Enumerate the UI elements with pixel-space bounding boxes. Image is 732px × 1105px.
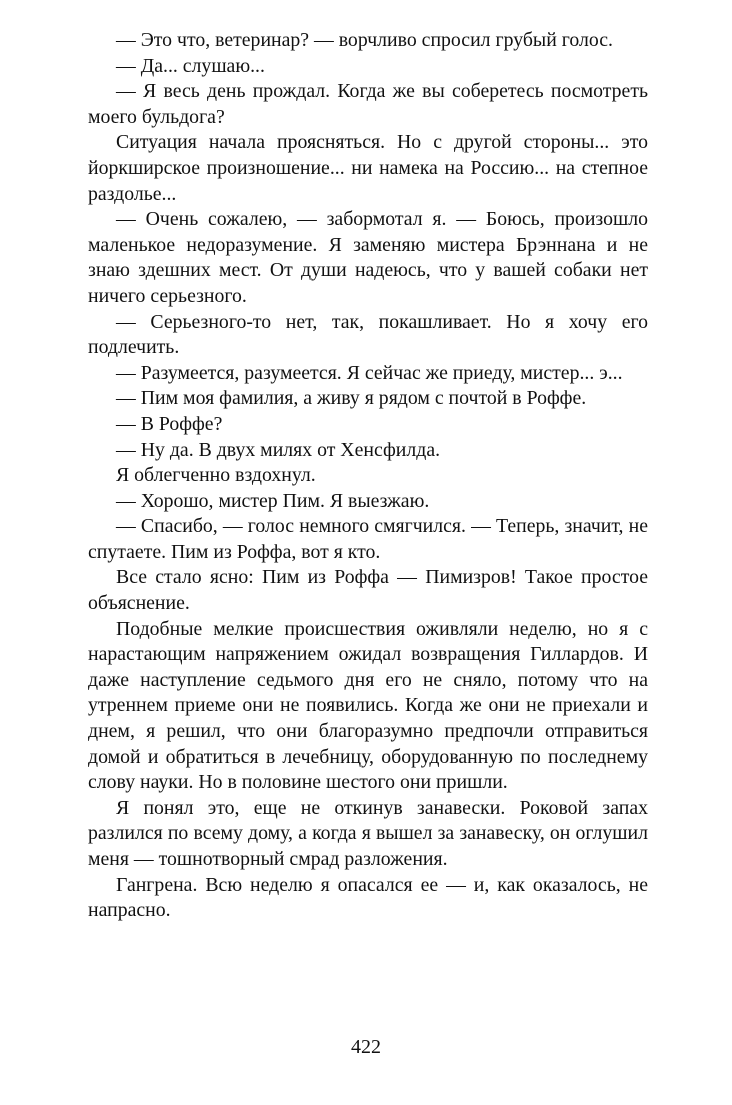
paragraph: Гангрена. Всю неделю я опасался ее — и, как оказалось, не напрасно. <box>88 873 648 922</box>
paragraph: Я облегченно вздохнул. <box>116 464 316 487</box>
paragraph: — Ну да. В двух милях от Хенсфилда. <box>116 438 441 461</box>
paragraph: — Очень сожалею, — забормотал я. — Боюсь, произошло маленькое недоразумение. Я заменяю мистера Брэннана и не знаю здешних мест. От души надеюсь, что у вашей собаки нет ничего серьезного. <box>88 208 648 307</box>
paragraph: — Хорошо, мистер Пим. Я выезжаю. <box>116 489 430 512</box>
paragraph: — Да... слушаю... <box>116 54 265 77</box>
page-number: 422 <box>351 1036 381 1058</box>
paragraph: — Серьезного-то нет, так, покашливает. Но я хочу его подлечить. <box>88 310 648 359</box>
paragraph: Ситуация начала проясняться. Но с другой стороны... это йоркширское произношение... ни намека на Россию... на степное раздолье... <box>88 131 648 205</box>
paragraph: — Спасибо, — голос немного смягчился. — Теперь, значит, не спутаете. Пим из Роффа, вот я кто. <box>88 515 648 563</box>
paragraph: Все стало ясно: Пим из Роффа — Пимизров! Такое простое объяснение. <box>88 566 648 615</box>
paragraph: — Это что, ветеринар? — ворчливо спросил грубый голос. <box>116 29 613 51</box>
paragraph: — В Роффе? <box>116 412 223 435</box>
paragraph: Я понял это, еще не откинув занавески. Роковой запах разлился по всему дому, а когда я вышел за занавеску, он оглушил меня — тошнотворный смрад разложения. <box>88 796 648 870</box>
paragraph: — Пим моя фамилия, а живу я рядом с почтой в Роффе. <box>116 387 587 410</box>
paragraph: — Разумеется, разумеется. Я сейчас же приеду, мистер... э... <box>116 361 623 384</box>
paragraph: — Я весь день прождал. Когда же вы соберетесь посмотреть моего бульдога? <box>88 80 648 128</box>
page-text <box>88 28 648 924</box>
paragraph: Подобные мелкие происшествия оживляли неделю, но я с нарастающим напряжением ожидал возвращения Гиллардов. И даже наступление седьмого дня его не сняло, потому что на утреннем приеме они не появились. Когда же они не приехали и днем, я решил, что они благоразумно предпочли отправиться домой и обратиться в лечебницу, оборудованную по последнему слову науки. Но в половине шестого они пришли. <box>88 617 648 794</box>
